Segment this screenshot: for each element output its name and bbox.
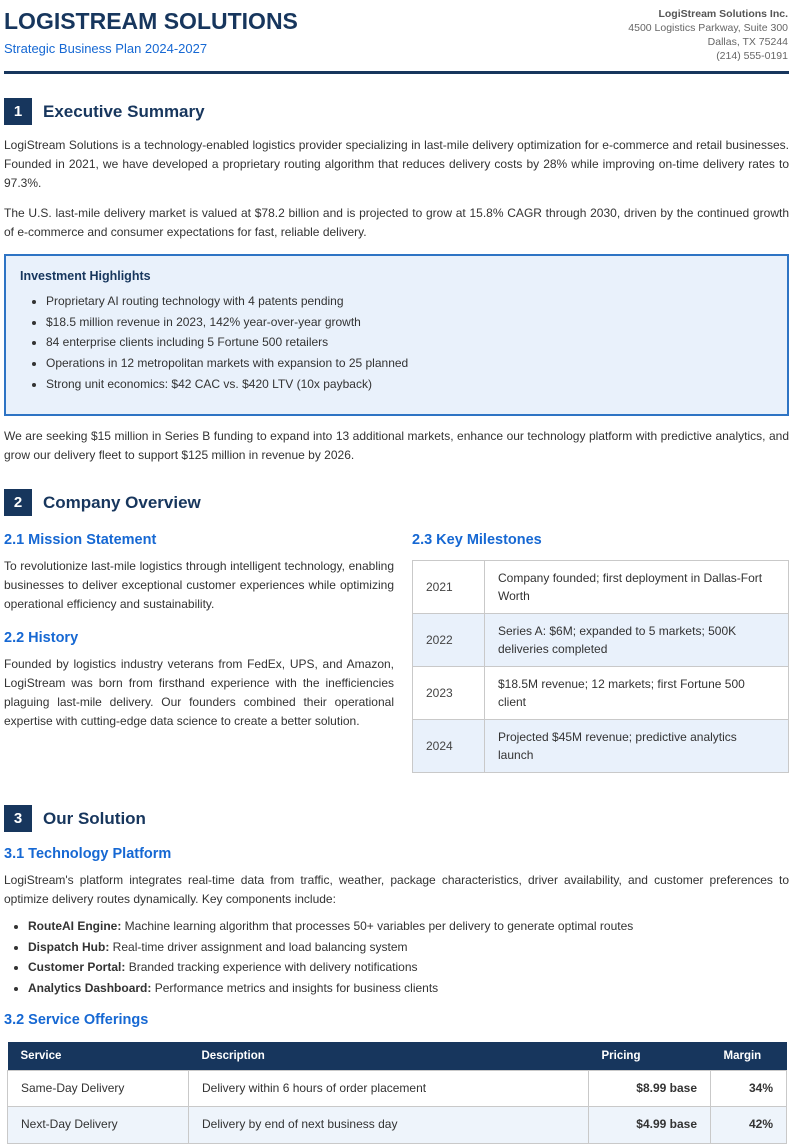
service-description: Delivery by end of next business day [189, 1107, 589, 1144]
milestone-event: $18.5M revenue; 12 markets; first Fortune 500 client [485, 667, 789, 720]
section-3-title: Our Solution [43, 808, 146, 828]
section-3-number-badge: 3 [4, 805, 32, 832]
executive-summary-paragraph-2: The U.S. last-mile delivery market is valued at $78.2 billion and is projected to grow at 15.8% CAGR through 2030, driven by the continued growth of e-commerce and consumer expectations for fast, reliable delivery. [4, 206, 789, 240]
key-milestones-heading: 2.3 Key Milestones [412, 532, 542, 549]
milestones-table [412, 560, 789, 773]
service-pricing: $8.99 base [589, 1070, 711, 1107]
component-item [28, 937, 789, 958]
milestone-event: Series A: $6M; expanded to 5 markets; 500K deliveries completed [485, 614, 789, 667]
technology-platform-heading: 3.1 Technology Platform [4, 846, 172, 863]
mission-statement-heading: 2.1 Mission Statement [4, 532, 157, 549]
section-1-number-badge: 1 [4, 98, 32, 125]
milestone-year: 2023 [413, 667, 485, 720]
highlight-item: • Operations in 12 metropolitan markets with expansion to 25 planned [46, 353, 771, 374]
contact-phone: (214) 555-0191 [716, 49, 788, 62]
contact-company-name: LogiStream Solutions Inc. [658, 8, 788, 20]
services-table [7, 1042, 787, 1144]
mission-statement-body: To revolutionize last-mile logistics through intelligent technology, enabling businesses to deliver exceptional customer experiences while optimizing operational efficiency and sustainability. [4, 559, 394, 612]
milestone-year: 2021 [413, 561, 485, 614]
highlight-item: • Strong unit economics: $42 CAC vs. $420 LTV (10x payback) [46, 374, 771, 395]
executive-summary-paragraph-1: LogiStream Solutions is a technology-enabled logistics provider specializing in last-mile delivery optimization for e-commerce and retail businesses. Founded in 2021, we have developed a proprietary routing algorithm that reduces delivery costs by 28% while improving on-time delivery rates to 97.3%. [4, 138, 789, 191]
component-label: Customer Portal: [28, 960, 126, 975]
milestone-year: 2022 [413, 614, 485, 667]
history-body: Founded by logistics industry veterans from FedEx, UPS, and Amazon, LogiStream was born from firsthand experience with the inefficiencies plaguing last-mile delivery. Our founders combined their operational expertise with cutting-edge data science to create a better solution. [4, 657, 394, 728]
service-row [8, 1107, 787, 1144]
services-column-service: Service [8, 1042, 189, 1071]
overview-right-column [412, 516, 789, 773]
service-name: Same-Day Delivery [8, 1070, 189, 1107]
contact-block [628, 8, 788, 63]
service-offerings-heading: 3.2 Service Offerings [4, 1011, 149, 1028]
investment-highlights-list [20, 291, 771, 394]
section-2-number-badge: 2 [4, 489, 32, 516]
component-item [28, 916, 789, 937]
milestone-event: Projected $45M revenue; predictive analytics launch [485, 720, 789, 773]
component-text: Machine learning algorithm that processes 50+ variables per delivery to generate optimal routes [121, 919, 634, 934]
section-1-header [4, 98, 789, 125]
service-row [8, 1070, 787, 1107]
service-margin: 34% [711, 1070, 787, 1107]
services-column-description: Description [189, 1042, 589, 1071]
highlight-item: • 84 enterprise clients including 5 Fortune 500 retailers [46, 332, 771, 353]
technology-components-list [4, 916, 789, 999]
investment-highlights-box [4, 254, 789, 416]
technology-platform-intro: LogiStream's platform integrates real-time data from traffic, weather, package characteristics, driver availability, and customer preferences to optimize delivery routes dynamically. Key components include: [4, 873, 789, 907]
section-3-header [4, 805, 789, 832]
contact-address-line1: 4500 Logistics Parkway, Suite 300 [628, 21, 788, 34]
service-description: Delivery within 6 hours of order placement [189, 1070, 589, 1107]
contact-address-line2: Dallas, TX 75244 [707, 35, 788, 48]
component-text: Real-time driver assignment and load balancing system [109, 939, 408, 954]
overview-left-column [4, 516, 394, 773]
component-item [28, 957, 789, 978]
milestone-row [413, 720, 789, 773]
component-item [28, 978, 789, 999]
document-subtitle: Strategic Business Plan 2024-2027 [4, 41, 208, 57]
section-2-header [4, 489, 789, 516]
header-divider [4, 71, 789, 74]
history-heading: 2.2 History [4, 630, 79, 647]
service-pricing: $4.99 base [589, 1107, 711, 1144]
section-2-title: Company Overview [43, 492, 201, 512]
funding-ask-paragraph: We are seeking $15 million in Series B funding to expand into 13 additional markets, enhance our technology platform with predictive analytics, and grow our delivery fleet to support $125 million in revenue by 2026. [4, 429, 789, 463]
company-title: LOGISTREAM SOLUTIONS [4, 8, 298, 34]
milestone-year: 2024 [413, 720, 485, 773]
service-margin: 42% [711, 1107, 787, 1144]
milestone-row [413, 614, 789, 667]
company-overview-columns [4, 516, 789, 773]
milestone-row [413, 667, 789, 720]
milestone-row [413, 561, 789, 614]
component-label: RouteAI Engine: [28, 919, 122, 934]
highlight-item: • Proprietary AI routing technology with 4 patents pending [46, 291, 771, 312]
highlight-item: • $18.5 million revenue in 2023, 142% year-over-year growth [46, 312, 771, 333]
component-text: Branded tracking experience with delivery notifications [125, 960, 418, 975]
investment-highlights-title: Investment Highlights [20, 269, 151, 284]
service-name: Next-Day Delivery [8, 1107, 189, 1144]
component-text: Performance metrics and insights for business clients [151, 981, 439, 996]
milestone-event: Company founded; first deployment in Dallas-Fort Worth [485, 561, 789, 614]
services-column-pricing: Pricing [589, 1042, 711, 1071]
component-label: Dispatch Hub: [28, 939, 110, 954]
services-column-margin: Margin [711, 1042, 787, 1071]
component-label: Analytics Dashboard: [28, 981, 152, 996]
document-header [4, 8, 789, 62]
section-1-title: Executive Summary [43, 101, 205, 121]
services-header-row [8, 1042, 787, 1071]
